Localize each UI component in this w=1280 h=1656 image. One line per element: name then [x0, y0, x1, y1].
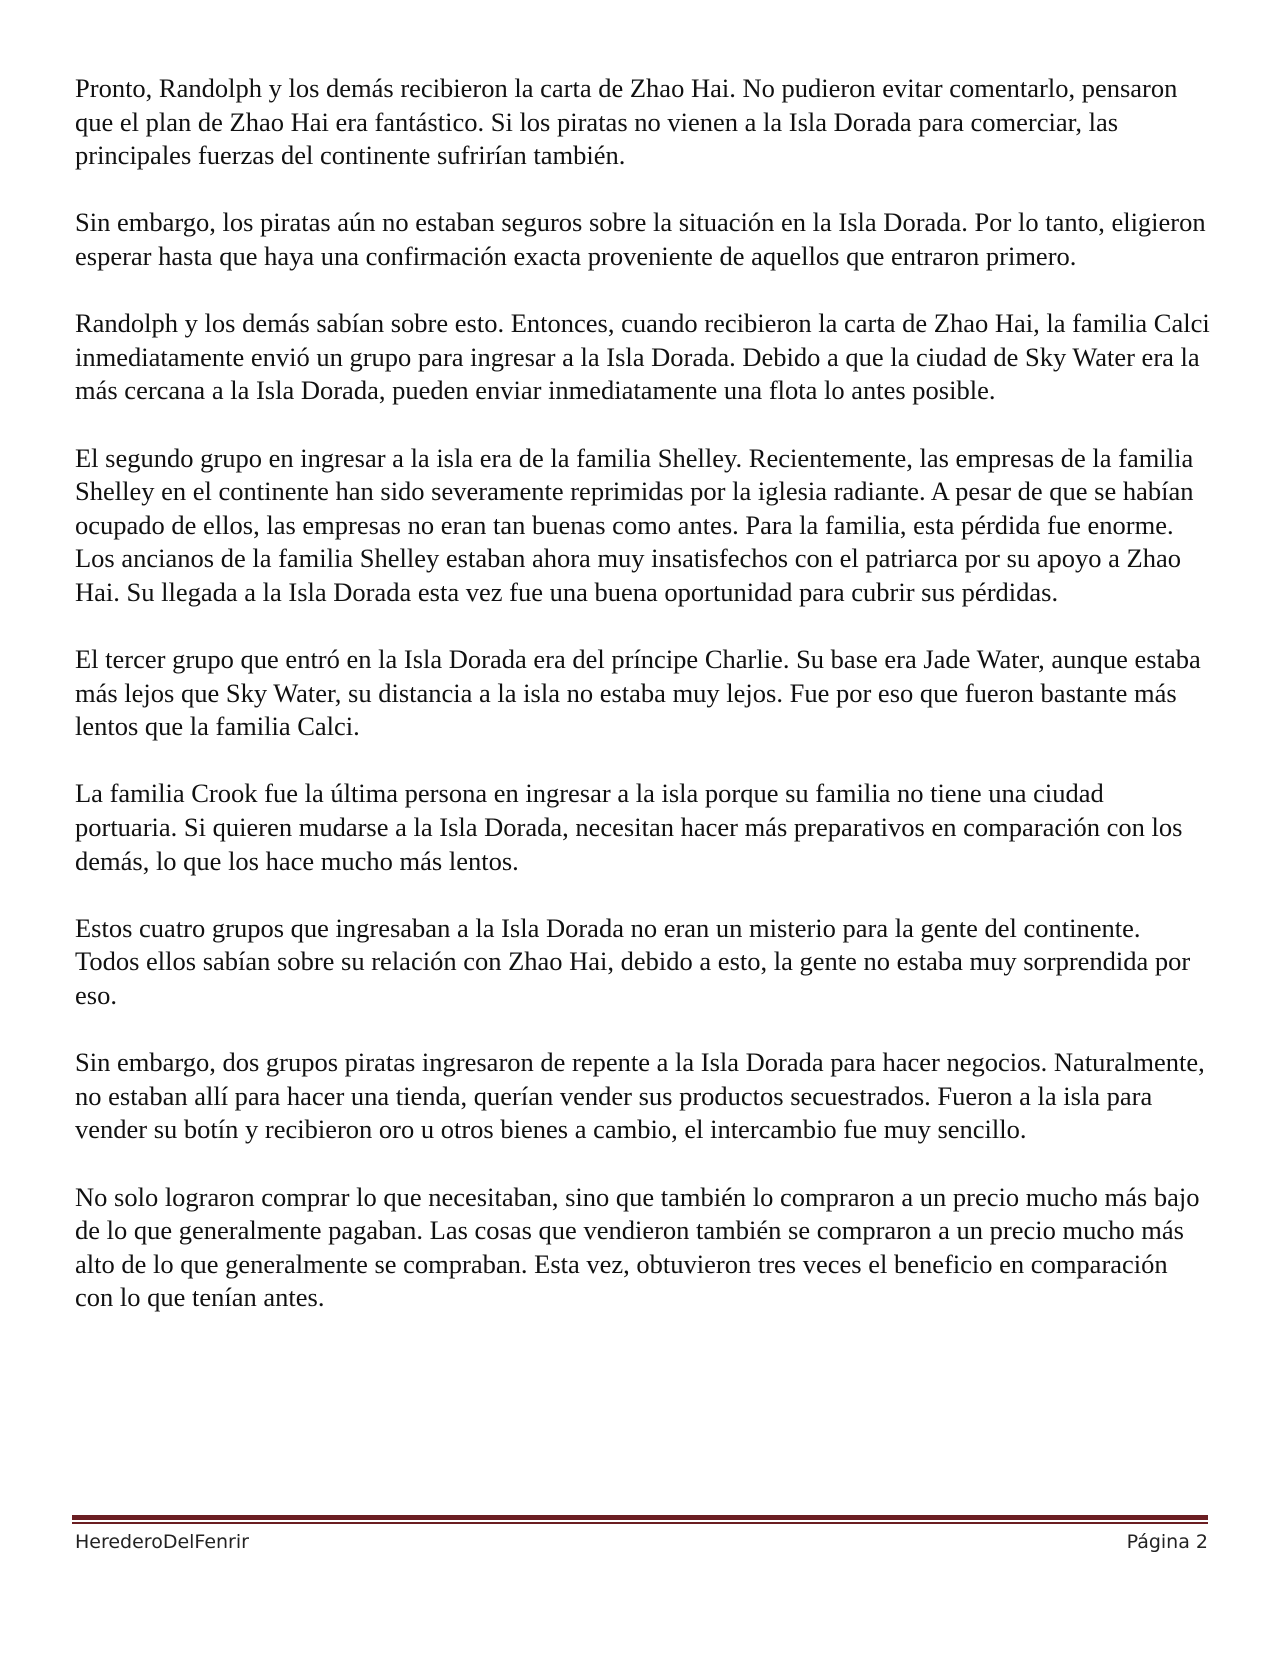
footer-page-number: Página 2	[1126, 1531, 1208, 1553]
paragraph: Estos cuatro grupos que ingresaban a la Isla Dorada no eran un misterio para la gente del continente. Todos ellos sabían sobre su relación con Zhao Hai, debido a esto, la gente no estaba muy sorprendida por eso.	[75, 912, 1191, 1011]
paragraph: Pronto, Randolph y los demás recibieron la carta de Zhao Hai. No pudieron evitar comentarlo, pensaron que el plan de Zhao Hai era fantástico. Si los piratas no vienen a la Isla Dorada para comerciar, las principales fuerzas del continente sufrirían también.	[75, 73, 1178, 171]
paragraph: La familia Crook fue la última persona en ingresar a la isla porque su familia no tiene una ciudad portuaria. Si quieren mudarse a la Isla Dorada, necesitan hacer más preparativos en comparación con los demás, lo que los hace mucho más lentos.	[75, 778, 1183, 876]
paragraph: El segundo grupo en ingresar a la isla era de la familia Shelley. Recientemente, las empresas de la familia Shelley en el continente han sido severamente reprimidas por la iglesia radiante. A pesar de que se habían ocupado de ellos, las empresas no eran tan buenas como antes. Para la familia, esta pérdida fue enorme. Los ancianos de la familia Shelley estaban ahora muy insatisfechos con el patriarca por su apoyo a Zhao Hai. Su llegada a la Isla Dorada esta vez fue una buena oportunidad para cubrir sus pérdidas.	[75, 442, 1194, 607]
paragraph: Randolph y los demás sabían sobre esto. Entonces, cuando recibieron la carta de Zhao Hai, la familia Calci inmediatamente envió un grupo para ingresar a la Isla Dorada. Debido a que la ciudad de Sky Water era la más cercana a la Isla Dorada, pueden enviar inmediatamente una flota lo antes posible.	[75, 308, 1210, 406]
paragraph: No solo lograron comprar lo que necesitaban, sino que también lo compraron a un precio mucho más bajo de lo que generalmente pagaban. Las cosas que vendieron también se compraron a un precio mucho más alto de lo que generalmente se compraban. Esta vez, obtuvieron tres veces el beneficio en comparación con lo que tenían antes.	[75, 1181, 1200, 1313]
footer-divider-thin	[72, 1522, 1208, 1524]
footer-author: HerederoDelFenrir	[75, 1531, 249, 1553]
paragraph: El tercer grupo que entró en la Isla Dorada era del príncipe Charlie. Su base era Jade Water, aunque estaba más lejos que Sky Water, su distancia a la isla no estaba muy lejos. Fue por eso que fueron bastante más lentos que la familia Calci.	[75, 644, 1201, 742]
paragraph: Sin embargo, los piratas aún no estaban seguros sobre la situación en la Isla Dorada. Por lo tanto, eligieron esperar hasta que haya una confirmación exacta proveniente de aquellos que entraron primero.	[75, 207, 1206, 271]
paragraph: Sin embargo, dos grupos piratas ingresaron de repente a la Isla Dorada para hacer negocios. Naturalmente, no estaban allí para hacer una tienda, querían vender sus productos secuestrados. Fueron a la isla para vender su botín y recibieron oro u otros bienes a cambio, el intercambio fue muy sencillo.	[75, 1047, 1205, 1145]
footer-divider-thick	[72, 1515, 1208, 1520]
document-body	[75, 72, 1210, 1315]
footer-divider	[72, 1515, 1208, 1524]
